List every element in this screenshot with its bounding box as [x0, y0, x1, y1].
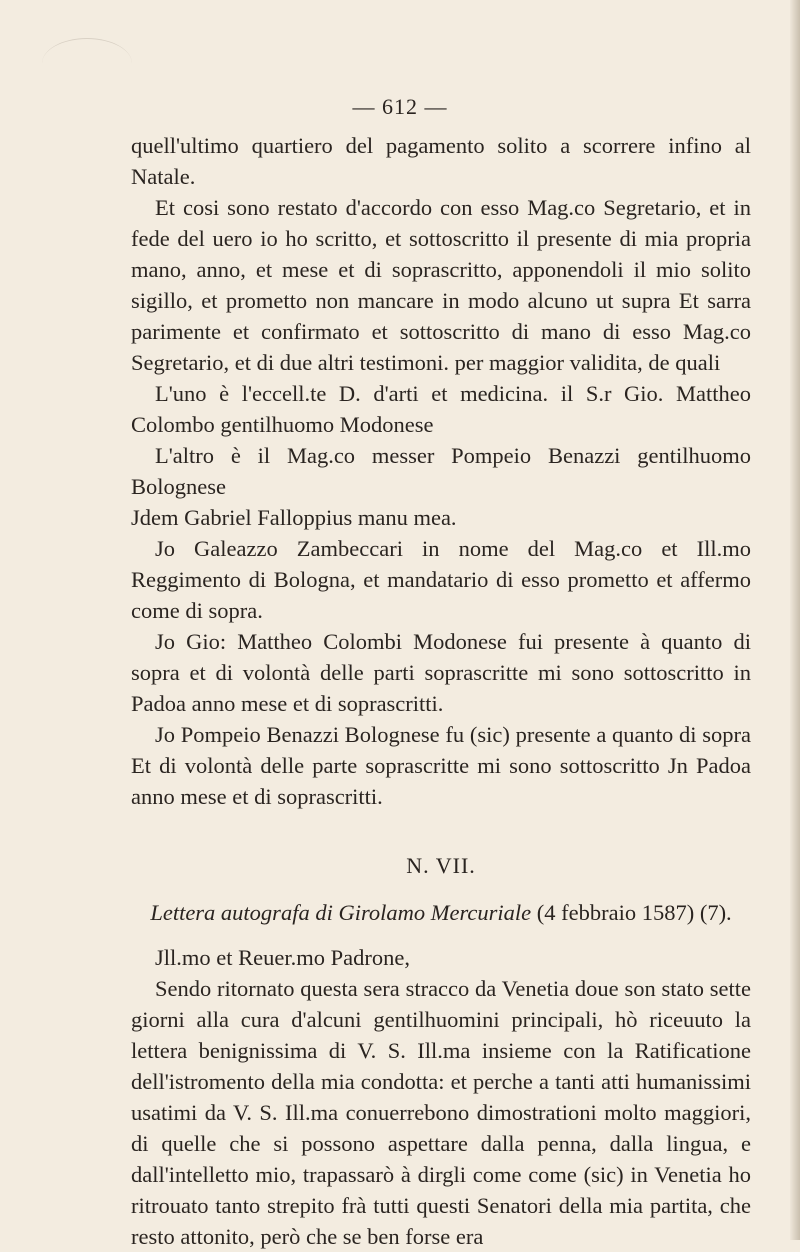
letter-body: Sendo ritornato questa sera stracco da Venetia doue son stato sette giorni alla cura d'alcuni gentilhuomini principali, hò riceuuto la lettera benignissima di V. S. Ill.ma insieme con la Ratificatione dell'istromento della mia condotta: et perche a tanti atti humanissimi usatimi da V. S. Ill.ma conuerrebono dimostrationi molto maggiori, di quelle che si possono aspettare dalla penna, dalla lingua, e dall'intelletto mio, trapassarò à dirgli come come (sic) in Venetia ho ritrouato tanto strepito frà tutti questi Senatori della mia partita, che resto attonito, però che se ben forse era [131, 976, 751, 1249]
signature-falloppius: Jdem Gabriel Falloppius manu mea. [131, 505, 457, 530]
salutation: Jll.mo et Reuer.mo Padrone, [155, 945, 410, 970]
section-number: N. VII. [406, 853, 476, 878]
letter-title-italic: Lettera autografa di Girolamo Mercuriale [150, 900, 532, 925]
page-edge [790, 0, 800, 1240]
paragraph-benazzi: Jo Pompeio Benazzi Bolognese fu (sic) presente a quanto di sopra Et di volontà delle parte soprascritte mi sono sottoscritto Jn Padoa anno mese et di soprascritti. [131, 722, 751, 809]
letter-title-date: (4 febbraio 1587) (7). [536, 900, 732, 925]
paragraph-witness-1: L'uno è l'eccell.te D. d'arti et medicina. il S.r Gio. Mattheo Colombo gentilhuomo Modonese [131, 381, 751, 437]
page-number: — 612 — [352, 94, 448, 119]
paragraph-2: Et cosi sono restato d'accordo con esso Mag.co Segretario, et in fede del uero io ho scritto, et sottoscritto il presente di mia propria mano, anno, et mese et di soprascritto, apponendoli il mio solito sigillo, et prometto non mancare in modo alcuno ut supra Et sarra parimente et confirmato et sottoscritto di mano di esso Mag.co Segretario, et di due altri testimoni. per maggior validita, de quali [131, 195, 751, 375]
letter-title [131, 897, 751, 928]
paragraph-zambeccari: Jo Galeazzo Zambeccari in nome del Mag.co et Ill.mo Reggimento di Bologna, et mandatario di esso prometto et affermo come di sopra. [131, 536, 751, 623]
paragraph-witness-2: L'altro è il Mag.co messer Pompeio Benazzi gentilhuomo Bolognese [131, 443, 751, 499]
paragraph-1: quell'ultimo quartiero del pagamento solito a scorrere infino al Natale. [131, 133, 751, 189]
library-stamp-mark [42, 38, 132, 89]
document-body [131, 130, 751, 1252]
paragraph-colombi: Jo Gio: Mattheo Colombi Modonese fui presente à quanto di sopra et di volontà delle parti soprascritte mi sono sottoscritto in Padoa anno mese et di soprascritti. [131, 629, 751, 716]
